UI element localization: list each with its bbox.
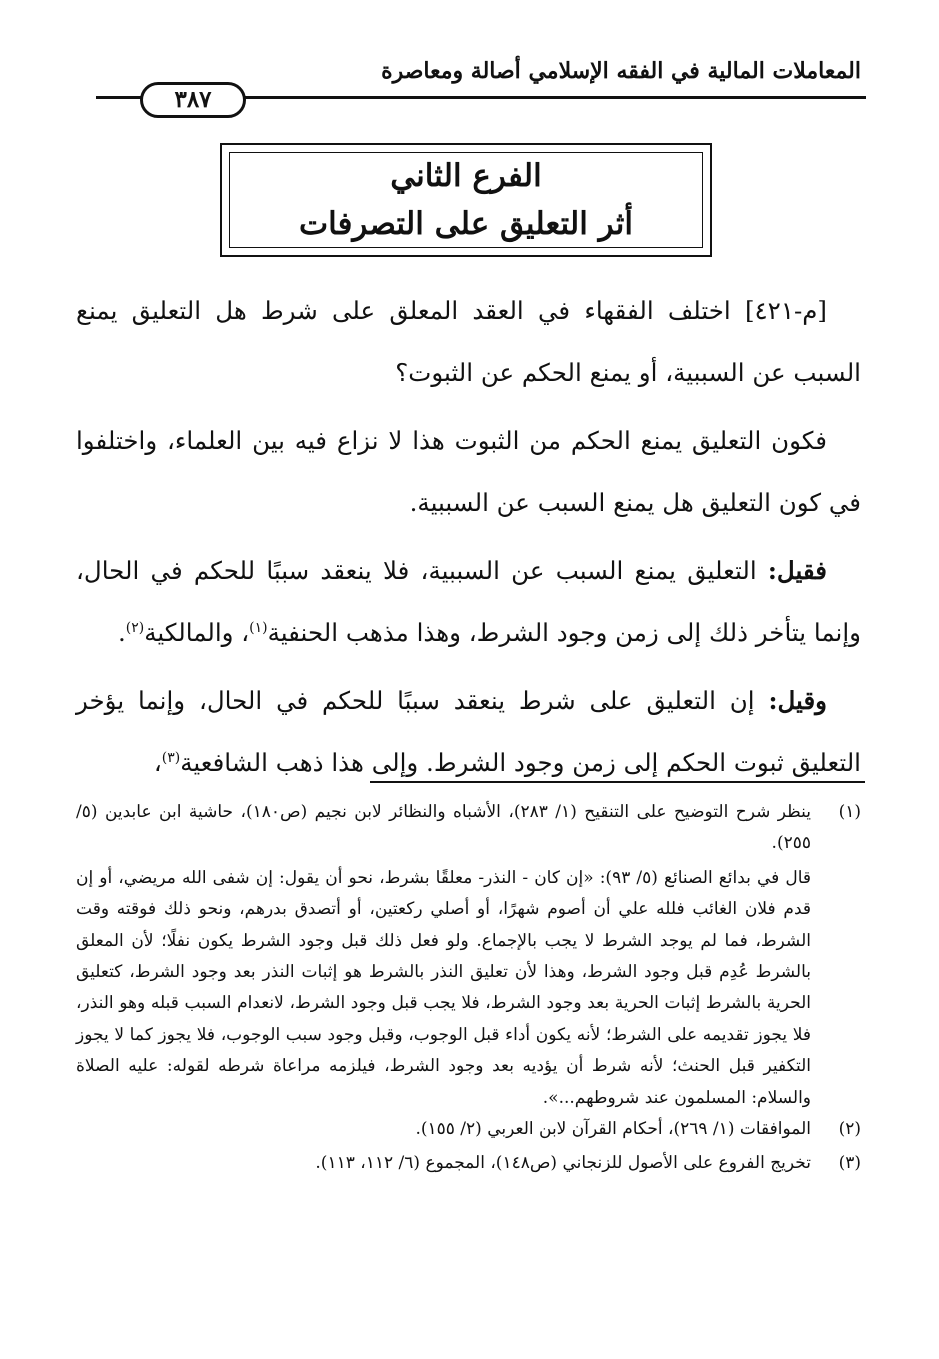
footnote-separator [370, 781, 865, 783]
footnote-2 [76, 1114, 861, 1145]
paragraph-3-keyword: فقيل: [767, 556, 827, 585]
footnote-ref-2[interactable]: (٢) [125, 619, 145, 636]
footnote-1 [76, 797, 861, 860]
paragraph-3-text-c: . [117, 618, 126, 647]
section-title-box [220, 143, 712, 257]
section-title-line2: أثر التعليق على التصرفات [298, 206, 633, 242]
footnote-3-text: تخريج الفروع على الأصول للزنجاني (ص١٤٨)، المجموع (٦/ ١١٢، ١١٣). [315, 1153, 811, 1174]
footnote-2-number: (٢) [838, 1119, 861, 1140]
paragraph-3-text-a: التعليق يمنع السبب عن السببية، فلا ينعقد سببًا للحكم في الحال، وإنما يتأخر ذلك إلى زمن وجود الشرط، وهذا مذهب الحنفية [76, 556, 861, 647]
paragraph-1: [م-٤٢١] اختلف الفقهاء في العقد المعلق على شرط هل التعليق يمنع السبب عن السببية، أو يمنع الحكم عن الثبوت؟ [76, 296, 861, 387]
footnote-ref-3[interactable]: (٣) [161, 749, 181, 766]
body-text [76, 280, 861, 800]
footnotes [76, 797, 861, 1183]
footnote-1-number: (١) [838, 802, 861, 822]
running-header-title: المعاملات المالية في الفقه الإسلامي أصالة ومعاصرة [381, 58, 861, 84]
paragraph-3 [76, 540, 861, 664]
page-number-badge: ٣٨٧ [140, 82, 246, 118]
footnote-3-number: (٣) [838, 1153, 861, 1174]
paragraph-2: فكون التعليق يمنع الحكم من الثبوت هذا لا نزاع فيه بين العلماء، واختلفوا في كون التعليق هل يمنع السبب عن السببية. [76, 426, 861, 517]
footnote-1-quote: قال في بدائع الصنائع (٥/ ٩٣): «إن كان - النذر- معلقًا بشرط، نحو أن يقول: إن شفى الله مريضي، أو إن قدم فلان الغائب فلله علي أن أصوم شهرًا، أو أصلي ركعتين، أو أتصدق بدرهم، ونحو ذلك فوقته وقت الشرط، فما لم يوجد الشرط لا يجب بالإجماع. ولو فعل ذلك قبل وجود الشرط يكون نفلًا؛ لأن المعلق بالشرط عُدِم قبل وجود الشرط، وهذا لأن تعليق النذر بالشرط هو إثبات النذر بعد وجود الشرط، كتعليق الحرية بالشرط إثبات الحرية بعد وجود الشرط، فلا يجب قبل وجود الشرط، لانعدام السبب قبله وهو النذر، فلا يجوز تقديمه على الشرط؛ لأنه يكون أداء قبل الوجوب، وقبل وجود سبب الوجوب، فلا يجوز كما لا يجوز التكفير قبل الحنث؛ لأنه شرط أن يؤديه بعد وجود الشرط، فيلزمه مراعاة شرطه لقوله: عليه الصلاة والسلام: المسلمون عند شروطهم...». [76, 867, 811, 1108]
paragraph-4-keyword: وقيل: [768, 686, 827, 715]
footnote-2-text: الموافقات (١/ ٢٦٩)، أحكام القرآن لابن العربي (٢/ ١٥٥). [415, 1119, 811, 1140]
footnote-1-text: ينظر شرح التوضيح على التنقيح (١/ ٢٨٣)، الأشباه والنظائر لابن نجيم (ص١٨٠)، حاشية ابن عابدين (٥/ ٢٥٥). [76, 802, 811, 854]
paragraph-3-text-b: ، والمالكية [144, 618, 250, 647]
footnote-3 [76, 1148, 861, 1179]
footnote-ref-1[interactable]: (١) [249, 619, 268, 636]
paragraph-4 [76, 670, 861, 794]
section-title-line1: الفرع الثاني [390, 158, 542, 194]
paragraph-4-text-a: إن التعليق على شرط ينعقد سببًا للحكم في الحال، وإنما يؤخر التعليق ثبوت الحكم إلى زمن وجود الشرط. وإلى هذا ذهب الشافعية [76, 686, 861, 777]
paragraph-4-text-b: ، [153, 748, 162, 777]
